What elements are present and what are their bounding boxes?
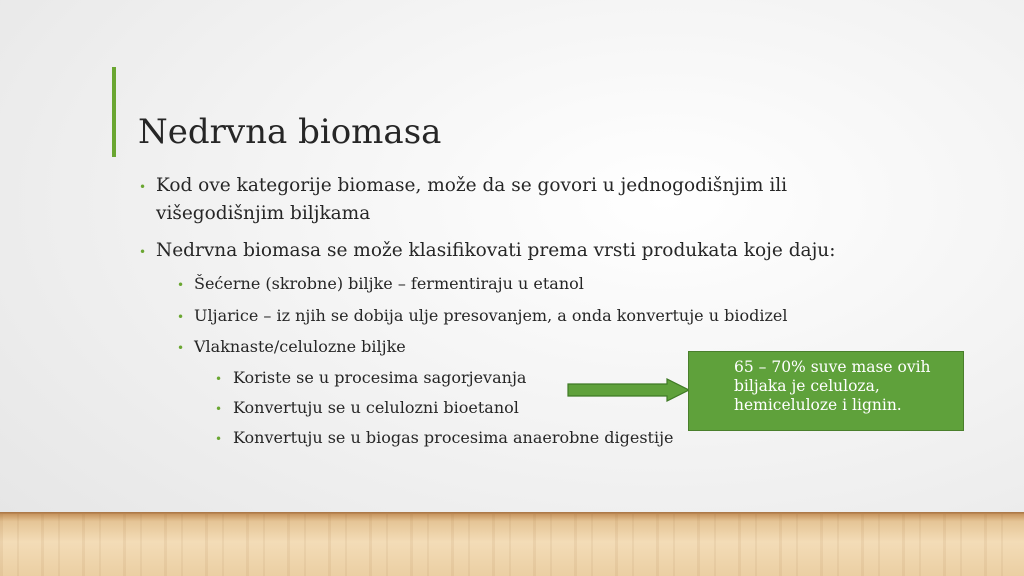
- right-arrow-icon: [567, 378, 691, 402]
- sub-bullet-icon: •: [177, 341, 185, 355]
- bullet-text: Nedrvna biomasa se može klasifikovati prema vrsti produkata koje daju:: [156, 240, 836, 261]
- bullet-text-continued: višegodišnjim biljkama: [156, 203, 371, 224]
- slide-title: Nedrvna biomasa: [138, 112, 442, 152]
- sub-bullet-icon: •: [177, 278, 185, 292]
- callout-line: 65 – 70% suve mase ovih: [734, 358, 931, 376]
- callout-line: biljaka je celuloza,: [734, 377, 880, 395]
- sub-sub-bullet-text: Konvertuju se u biogas procesima anaerobne digestije: [233, 428, 674, 447]
- bullet-icon: •: [139, 245, 147, 259]
- sub-sub-bullet-icon: •: [215, 372, 223, 386]
- sub-bullet-text: Uljarice – iz njih se dobija ulje presovanjem, a onda konvertuje u biodizel: [194, 306, 788, 325]
- sub-bullet-text: Vlaknaste/celulozne biljke: [194, 337, 406, 356]
- sub-bullet-text: Šećerne (skrobne) biljke – fermentiraju u etanol: [194, 274, 584, 293]
- callout-box: [688, 351, 964, 431]
- sub-sub-bullet-icon: •: [215, 402, 223, 416]
- bullet-text: Kod ove kategorije biomase, može da se govori u jednogodišnjim ili: [156, 175, 788, 196]
- sub-sub-bullet-text: Koriste se u procesima sagorjevanja: [233, 368, 527, 387]
- wood-floor-background: [0, 514, 1024, 576]
- sub-sub-bullet-icon: •: [215, 432, 223, 446]
- sub-bullet-icon: •: [177, 310, 185, 324]
- sub-sub-bullet-text: Konvertuju se u celulozni bioetanol: [233, 398, 519, 417]
- bullet-icon: •: [139, 180, 147, 194]
- title-accent-bar: [112, 67, 116, 157]
- callout-line: hemiceluloze i lignin.: [734, 396, 902, 414]
